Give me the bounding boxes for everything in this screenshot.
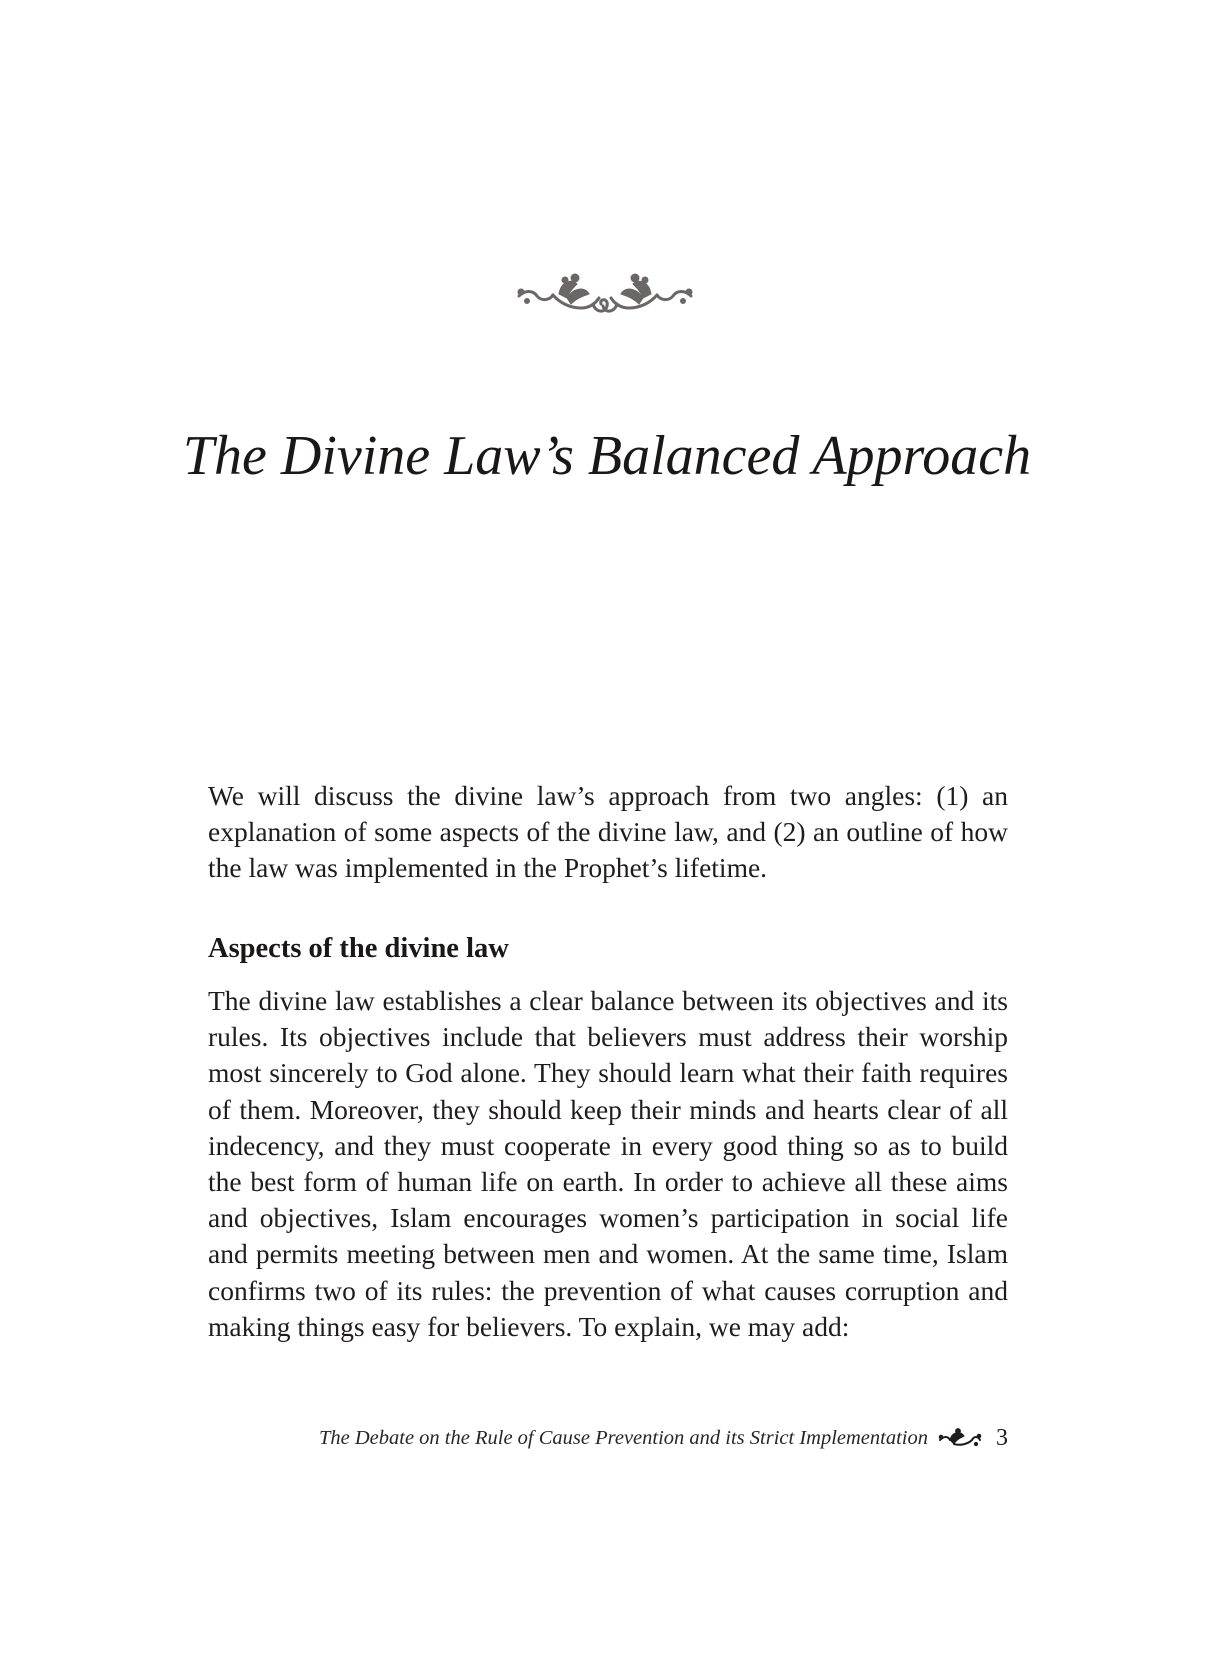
- section-heading: Aspects of the divine law: [208, 933, 509, 964]
- intro-paragraph: We will discuss the divine law’s approach from two angles: (1) an explanation of some aspects of the divine law, and (2) an outline of how the law was implemented in the Prophet’s lifetime.: [208, 780, 1008, 884]
- running-title: The Debate on the Rule of Cause Prevention and its Strict Implementation: [318, 1426, 928, 1449]
- chapter-title: The Divine Law’s Balanced Approach: [182, 425, 1032, 487]
- floral-ornament-icon: [938, 1426, 982, 1450]
- section-paragraph: The divine law establishes a clear balance between its objectives and its rules. Its objectives include that believers must address their worship most sincerely to God alone. They should learn what their faith requires of them. Moreover, they should keep their minds and hearts clear of all indecency, and they must cooperate in every good thing so as to build the best form of human life on earth. In order to achieve all these aims and objectives, Islam encourages women’s participation in social life and permits meeting between men and women. At the same time, Islam confirms two of its rules: the prevention of what causes corruption and making things easy for believers. To explain, we may add:: [208, 985, 1008, 1342]
- floral-ornament-icon: [515, 268, 695, 320]
- page-footer: [200, 1423, 1008, 1453]
- page-number: 3: [996, 1424, 1008, 1451]
